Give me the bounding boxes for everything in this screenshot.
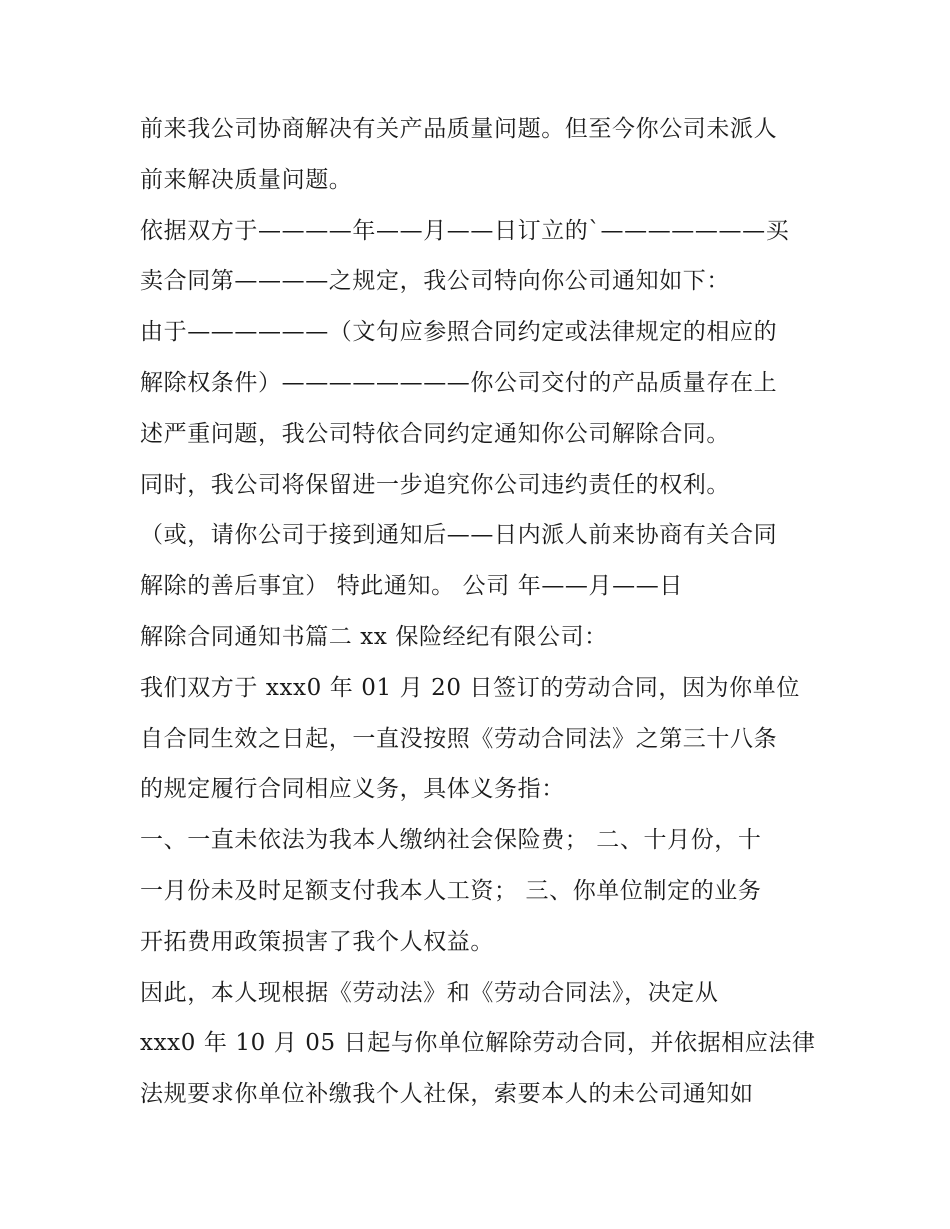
text-line: 同时，我公司将保留进一步追究你公司违约责任的权利。 <box>140 471 730 498</box>
text-line: 解除权条件）————————你公司交付的产品质量存在上 <box>140 369 778 396</box>
section-heading-line: 解除合同通知书篇二 xx 保险经纪有限公司： <box>140 623 608 650</box>
text-line: 自合同生效之日起，一直没按照《劳动合同法》之第三十八条 <box>140 725 778 752</box>
text-line: 法规要求你单位补缴我个人社保，索要本人的未公司通知如 <box>140 1081 754 1108</box>
text-line: 述严重问题，我公司特依合同约定通知你公司解除合同。 <box>140 420 730 447</box>
text-line: 因此，本人现根据《劳动法》和《劳动合同法》，决定从 <box>140 979 719 1006</box>
text-line: 开拓费用政策损害了我个人权益。 <box>140 928 494 955</box>
text-line: 我们双方于 xxx0 年 01 月 20 日签订的劳动合同，因为你单位 <box>140 674 800 701</box>
text-line: 前来解决质量问题。 <box>140 166 353 193</box>
text-line: xxx0 年 10 月 05 日起与你单位解除劳动合同，并依据相应法律 <box>140 1030 816 1057</box>
text-line: 一月份未及时足额支付我本人工资； 三、你单位制定的业务 <box>140 877 762 904</box>
text-line: 的规定履行合同相应义务，具体义务指： <box>140 776 565 803</box>
text-line: 前来我公司协商解决有关产品质量问题。但至今你公司未派人 <box>140 116 778 142</box>
text-line: 卖合同第————之规定，我公司特向你公司通知如下： <box>140 268 730 295</box>
document-body <box>140 104 830 1120</box>
text-line: 一、一直未依法为我本人缴纳社会保险费； 二、十月份，十 <box>140 827 762 854</box>
text-line: 由于——————（文句应参照合同约定或法律规定的相应的 <box>140 319 778 346</box>
text-line: 依据双方于————年——月——日订立的`———————买 <box>140 217 790 244</box>
text-line: （或，请你公司于接到通知后——日内派人前来协商有关合同 <box>140 522 778 549</box>
text-line: 解除的善后事宜） 特此通知。 公司 年——月——日 <box>140 573 683 600</box>
